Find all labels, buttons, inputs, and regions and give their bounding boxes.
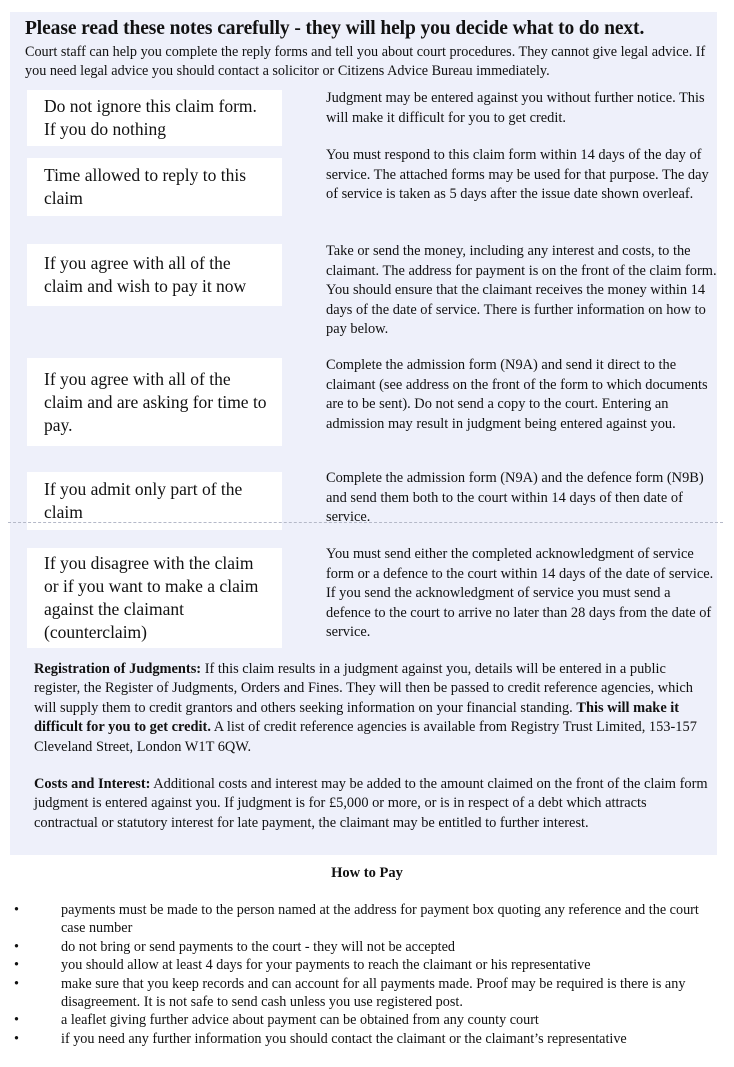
label-line: claim and are asking for time to <box>44 391 267 412</box>
registration-text-1: If this claim results in a judgment against you, details will be entered in a public register, the Register of Judgments, Orders and Fines. They will then be passed to credit reference agencies, which will supply them to credit grantors and others seeking information on your financial standing. <box>34 661 693 716</box>
bullet-icon: • <box>14 957 19 974</box>
costs-heading: Costs and Interest: <box>34 776 151 792</box>
registration-heading: Registration of Judgments: <box>34 661 202 677</box>
row-label-time-to-pay <box>27 358 282 446</box>
how-to-pay-title: How to Pay <box>331 865 403 881</box>
label-line: If you admit only part of the <box>44 479 243 499</box>
how-to-pay-list <box>0 901 734 1048</box>
bullet-icon: • <box>14 1012 19 1029</box>
row-text-time-allowed: You must respond to this claim form within 14 days of the day of service. The attached forms may be used for that purpose. The day of service is taken as 5 days after the issue date shown overleaf. <box>326 147 709 203</box>
label-line: claim <box>44 188 83 208</box>
list-item-text: make sure that you keep records and can account for all payments made. Proof may be required is there is any disagreement. It is not safe to send cash unless you use registered post. <box>61 975 686 1011</box>
label-line: If you agree with all of the <box>44 253 231 273</box>
label-line: If you agree with all of the <box>44 368 231 389</box>
label-line: Do not ignore this claim form. <box>44 96 257 116</box>
row-text-admit-part: Complete the admission form (N9A) and the defence form (N9B) and send them both to the court within 14 days of then date of service. <box>326 470 704 526</box>
list-item-text: a leaflet giving further advice about payment can be obtained from any county court <box>61 1012 539 1029</box>
page-fold-line <box>8 522 723 524</box>
row-label-ignore <box>27 90 282 146</box>
list-item <box>0 901 734 938</box>
list-item-text: do not bring or send payments to the court - they will not be accepted <box>61 938 455 955</box>
row-label-disagree <box>27 548 282 648</box>
row-label-time-allowed <box>27 158 282 216</box>
label-line: against the claimant <box>44 599 184 619</box>
list-item <box>0 938 734 956</box>
list-item <box>0 956 734 974</box>
list-item-text: if you need any further information you should contact the claimant or the claimant’s representative <box>61 1030 627 1047</box>
row-text-time-to-pay: Complete the admission form (N9A) and send it direct to the claimant (see address on the front of the form to which documents are to be sent). Do not send a copy to the court. Entering an admission may result in judgment being entered against you. <box>326 357 708 432</box>
label-line: If you do nothing <box>44 119 167 139</box>
row-text-disagree: You must send either the completed acknowledgment of service form or a defence to the court within 14 days of the date of service. If you send the acknowledgment of service you must send a defence to the court to arrive no later than 28 days from the date of service. <box>326 546 714 641</box>
list-item-text: you should allow at least 4 days for your payments to reach the claimant or his representative <box>61 957 591 974</box>
costs-text: Additional costs and interest may be added to the amount claimed on the front of the claim form judgment is entered against you. If judgment is for £5,000 or more, or is in respect of a debt which attracts contractual or statutory interest for late payment, the claimant may be entitled to further interest. <box>34 776 708 831</box>
row-label-pay-now <box>27 244 282 306</box>
list-item <box>0 1030 734 1048</box>
registration-bold: This will make it difficult for you to get credit. <box>34 699 680 736</box>
row-text-ignore: Judgment may be entered against you without further notice. This will make it difficult for you to get credit. <box>326 90 705 126</box>
registration-text-2: A list of credit reference agencies is available from Registry Trust Limited, 153-157 Cleveland Street, London W1T 6QW. <box>34 719 697 755</box>
label-line: claim <box>44 502 83 522</box>
list-item <box>0 1011 734 1029</box>
costs-paragraph <box>34 775 714 833</box>
row-text-pay-now: Take or send the money, including any interest and costs, to the claimant. The address for payment is on the front of the claim form. You should ensure that the claimant receives the money within 14 days of the date of service. There is further information on how to pay below. <box>326 243 717 338</box>
label-line: (counterclaim) <box>44 622 148 642</box>
bullet-icon: • <box>14 938 19 955</box>
label-line: If you disagree with the claim <box>44 553 254 573</box>
page-title: Please read these notes carefully - they will help you decide what to do next. <box>25 18 645 39</box>
registration-paragraph <box>34 660 714 757</box>
bullet-icon: • <box>14 902 19 918</box>
label-line: claim and wish to pay it now <box>44 276 247 296</box>
label-line: pay. <box>44 414 73 435</box>
label-line: Time allowed to reply to this <box>44 165 247 185</box>
bullet-icon: • <box>14 975 19 992</box>
list-item <box>0 975 734 1012</box>
intro-text: Court staff can help you complete the reply forms and tell you about court procedures. They cannot give legal advice. If you need legal advice you should contact a solicitor or Citizens Advice Bureau immediately. <box>25 44 706 79</box>
bullet-icon: • <box>14 1030 19 1047</box>
label-line: or if you want to make a claim <box>44 576 259 596</box>
list-item-text: payments must be made to the person named at the address for payment box quoting any reference and the court case number <box>61 902 699 937</box>
